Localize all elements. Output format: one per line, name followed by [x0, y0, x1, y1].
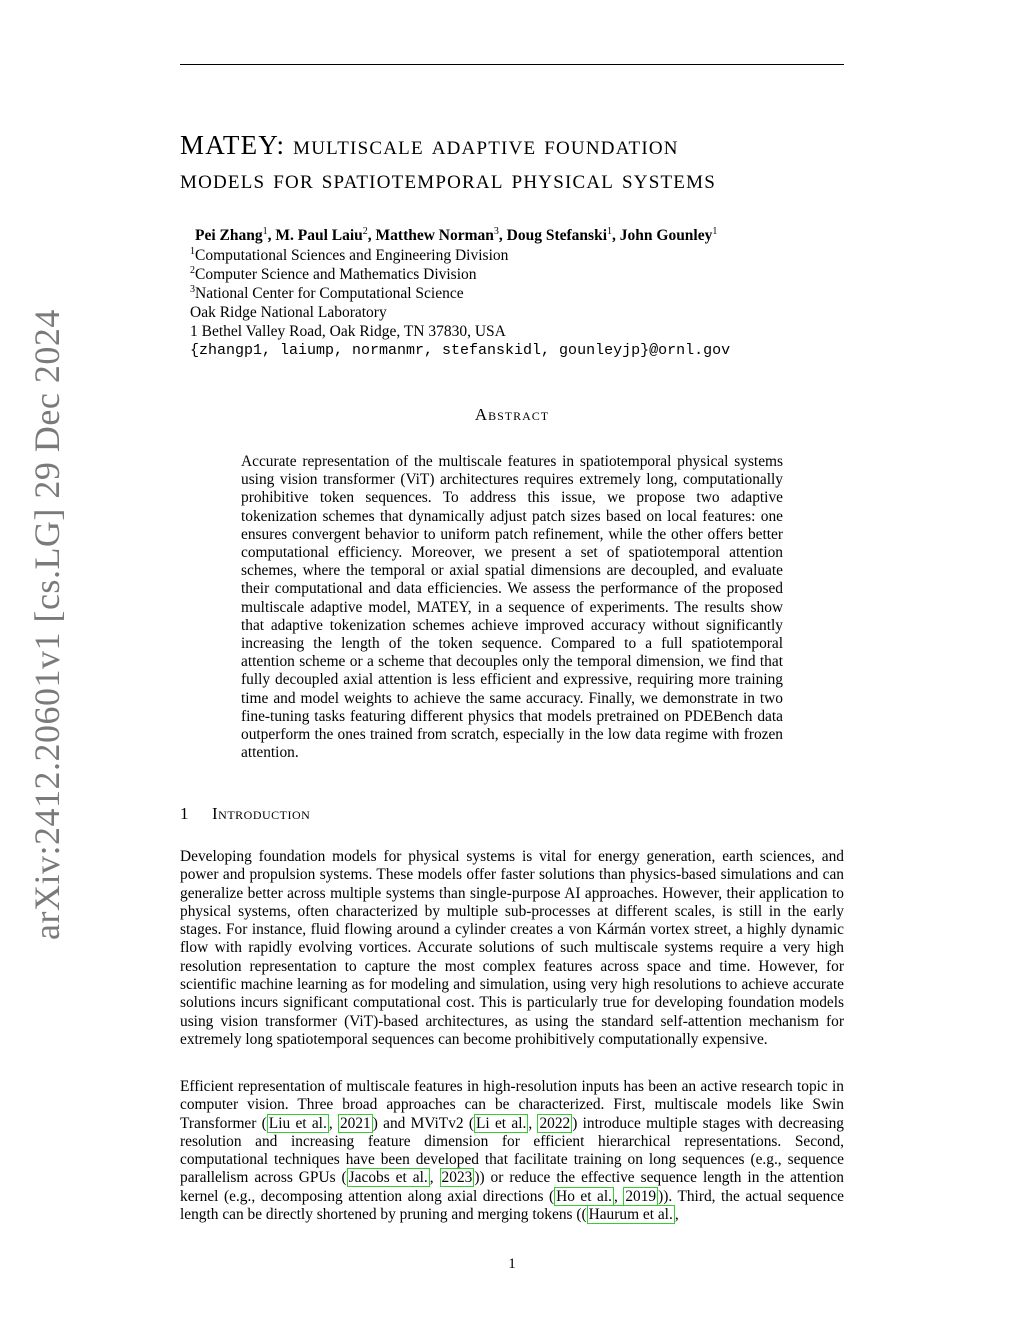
author-affiliation-mark: 1: [712, 226, 718, 237]
abstract-body: Accurate representation of the multiscale features in spatiotemporal physical systems using vision transformer (ViT) architectures requires extremely long, computationally prohibitive token sequences. To address this issue, we propose two adaptive tokenization schemes that dynamically adjust patch sizes based on local features: one ensures convergent behavior to uniform patch refinement, while the other offers better computational efficiency. Moreover, we present a set of spatiotemporal attention schemes, where the temporal or axial spatial dimensions are decoupled, and evaluate their computational and data efficiencies. We assess the performance of the proposed multiscale adaptive model, MATEY, in a sequence of experiments. The results show that adaptive tokenization schemes achieve improved accuracy without significantly increasing the length of the token sequence. Compared to a full spatiotemporal attention scheme or a scheme that decouples only the temporal dimension, we find that fully decoupled axial attention is less efficient and expressive, requiring more training time and model weights to achieve the same accuracy. Finally, we demonstrate in two fine-tuning tasks featuring different physics that models pretrained on PDEBench data outperform the ones trained from scratch, especially in the low data regime with frozen attention.: [241, 453, 783, 762]
author: Matthew Norman: [375, 227, 494, 244]
lab-name: Oak Ridge National Laboratory: [190, 304, 387, 321]
affiliations: [190, 246, 730, 360]
author-affiliation-mark: 1: [607, 226, 613, 237]
citation-link[interactable]: Li et al.: [476, 1114, 527, 1132]
author-affiliation-mark: 3: [493, 226, 499, 237]
citation-link[interactable]: 2021: [339, 1114, 371, 1132]
paper-title: [180, 128, 844, 196]
page-number: 1: [508, 1256, 516, 1272]
citation-link[interactable]: Haurum et al.: [588, 1206, 673, 1224]
author-affiliation-mark: 2: [362, 226, 368, 237]
author: Doug Stefanski: [506, 227, 608, 244]
arxiv-identifier: arXiv:2412.20601v1 [cs.LG] 29 Dec 2024: [27, 309, 67, 940]
citation-link[interactable]: Ho et al.: [556, 1187, 612, 1205]
citation-link[interactable]: Liu et al.: [268, 1114, 327, 1132]
title-line-2: models for spatiotemporal physical systems: [180, 164, 716, 194]
author: M. Paul Laiu: [275, 227, 363, 244]
citation-link[interactable]: 2023: [441, 1169, 473, 1187]
title-line-1: MATEY: multiscale adaptive foundation: [180, 130, 679, 160]
author-affiliation-mark: 1: [262, 226, 268, 237]
affiliation: $^1$Computational Sciences and Engineering Division: [190, 246, 509, 264]
section-heading: [180, 804, 310, 824]
address: 1 Bethel Valley Road, Oak Ridge, TN 37830, USA: [190, 323, 506, 340]
paragraph: Efficient representation of multiscale features in high-resolution inputs has been an active research topic in computer vision. Three broad approaches can be characterized. First, multiscale models like Swin Transformer ( Liu et al. , 2021 ) and MViTv2 ( Li et al. , 2022 ) introduce multiple stages with decreasing resolution and increasing feature dimension for efficient hierarchical representations. Second, computational techniques have been developed that facilitate training on long sequences (e.g., sequence parallelism across GPUs ( Jacobs et al. , 2023 )) or reduce the effective sequence length in the attention kernel (e.g., decomposing attention along axial directions ( Ho et al. , 2019 )). Third, the actual sequence length can be directly shortened by pruning and merging tokens (( Haurum et al. ,: [180, 1078, 844, 1224]
section-title: Introduction: [212, 804, 311, 823]
header-rule: [180, 64, 844, 65]
author-list: Pei Zhang$^1$, M. Paul Laiu$^2$, Matthew Norman$^3$, Doug Stefanski$^1$, John Gounley$^1$: [195, 226, 718, 244]
affiliation: $^2$Computer Science and Mathematics Division: [190, 265, 477, 283]
abstract-heading: Abstract: [474, 405, 550, 424]
author: Pei Zhang: [195, 227, 263, 244]
section-number: 1: [180, 804, 189, 823]
citation-link[interactable]: 2019: [625, 1187, 657, 1205]
email-addresses: {zhangp1, laiump, normanmr, stefanskidl, gounleyjp}@ornl.gov: [190, 342, 731, 359]
citation-link[interactable]: 2022: [539, 1114, 571, 1132]
citation-link[interactable]: Jacobs et al.: [348, 1169, 428, 1187]
paragraph: Developing foundation models for physical systems is vital for energy generation, earth sciences, and power and propulsion systems. These models offer faster solutions than physics-based simulations and can generalize better across multiple systems than single-purpose AI approaches. However, their application to physical systems, often characterized by multiple sub-processes at different scales, is still in the early stages. For instance, fluid flowing around a cylinder creates a von Kármán vortex street, a highly dynamic flow with rapidly evolving vortices. Accurate solutions of such multiscale systems require a very high resolution representation to capture the most complex features across space and time. However, for scientific machine learning as for modeling and simulation, using very high resolutions to achieve accurate solutions incurs significant computational cost. This is particularly true for developing foundation models using vision transformer (ViT)-based architectures, as using the standard self-attention mechanism for extremely long spatiotemporal sequences can become prohibitively computationally expensive.: [180, 848, 844, 1048]
affiliation: $^3$National Center for Computational Science: [190, 284, 464, 302]
author: John Gounley: [619, 227, 713, 244]
